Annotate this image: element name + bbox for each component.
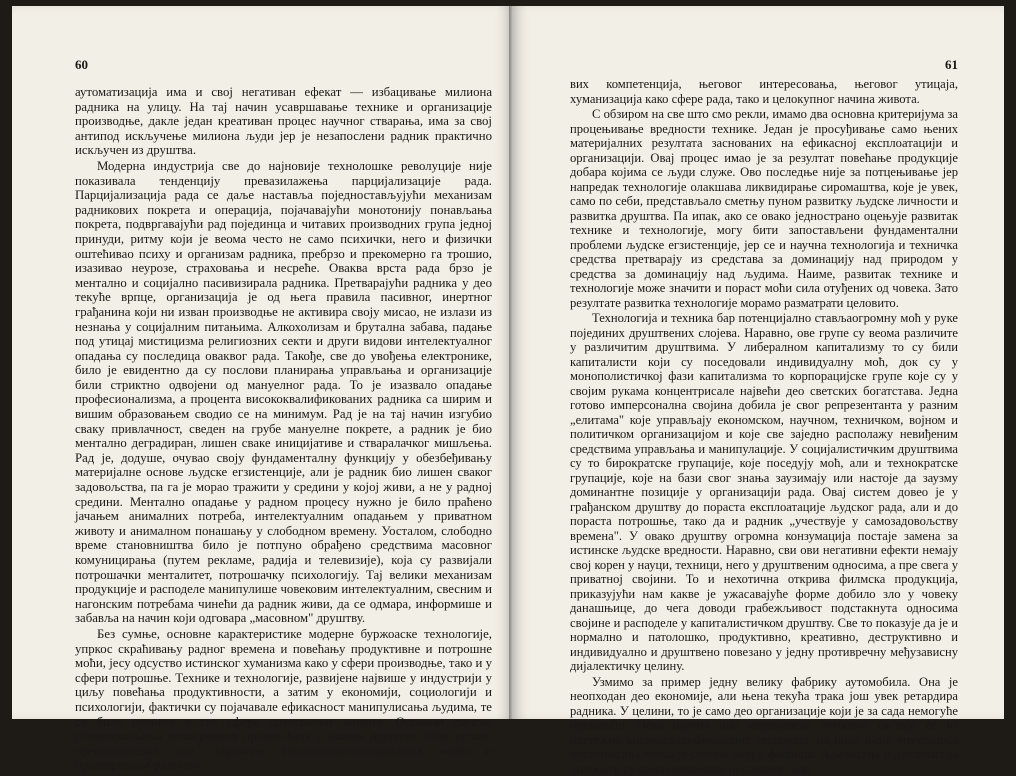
paragraph: Без сумње, основне карактеристике модерне буржоаске технологије, упркос скраћивању радног времена и повећању продуктивне и потрошне моћи, јесу одсуство истинског хуманизма како у сфери производње, тако и у сфери потрошње. Технике и технологије, развијене највише у индустрији у циљу повећања продуктивности, а затим у економији, социологији и психологији, фактички су појачавале ефикасност манипулисања људима, те су биле пренете у све сфере друштвеног живота. Основни смисао самоуправљања непосредних произвођача у нашем друштву јесте управо превазилажење ове пирамиде технолошко-технократске моћи и проширивање раднико- [75, 627, 492, 773]
paragraph: Узмимо за пример једну велику фабрику аутомобила. Она је неопходан део економије, али њена текућа трака још увек ретардира радника. У целини, то је само део организације који је за сада немогуће превазићи. Нека научна или медицинска установа састоји се из претежно висококвалификованих експерата, па ипак њена унутрашња организација веома је слична оној у фабрици. Аљенација и дуализација личности су само неминовне последице, али [570, 675, 958, 776]
paragraph: вих компетенција, његовог интересовања, његовог утицаја, хуманизација како сфере рада, тако и целокупног начина живота. [570, 77, 958, 106]
page-number: 60 [75, 57, 492, 73]
paragraph: Технологија и техника бар потенцијално стављаогромну моћ у руке појединих друштвених слојева. Наравно, ове групе су веома различите у различитим друштвима. У либералном капитализму то су били капиталисти који су поседовали индивидуалну моћ, док су у монополистичкој фази капитализма то корпорацијске групе које су у својим рукама концентрисале највећи део светских богатстава. Једна готово имперсонална својина добила је свог репрезентанта у разним „елитама" које управљају економском, научном, техничком, војном и политичком организацијом и које све заједно располажу невиђеним средствима управљања и манипулације. У социјалистичким друштвима су то бирократске групације, које поседују моћ, али и технократске групације, које на бази свог знања заузимају или настоје да заузму доминантне позиције у организацији рада. Овај систем довео је у грађанском друштву до пораста експлоатације људског рада, али и до пораста потрошње, тако да и радник „учествује у самозадовољству времена". У овако друштву огромна конзумација постаје замена за истинске људске вредности. Наравно, сви ови негативни ефекти немају свој корен у науци, техници, него у друштвеним односима, а пре свега у приватној својини. То и нехотична открива филмска продукција, приказујући нам какве је ужасавајуће форме добило зло у човеку данашњице, до чега доводи грабежљивост подстакнута односима својине и расподеле у капиталистичком друштву. Све то показује да је и нормално и патолошко, продуктивно, креативно, деструктивно и индивидуално и друштвено повезано у једну противречну међузависну дијалектичку целину. [570, 311, 958, 674]
right-page [512, 6, 1004, 719]
page-number: 61 [570, 57, 958, 73]
book-spread [12, 6, 1004, 719]
left-page [12, 6, 512, 719]
paragraph: Модерна индустрија све до најновије технолошке револуције није показивала тенденцију превазилажења парцијализације рада. Парцијализација рада се даље наставља поједностављујући механизам радникових покрета и операција, појачавајући монотонију понављања покрета, подвргавајући рад појединца и читавих производних група једној принуди, ритму који је веома често не само психички, него и физички оштећивао психу и организам радника, пребрзо и прекомерно га трошио, изазивао неурозе, страховања и несреће. Оваква врста рада брзо је ментално и социјално пасивизирала радника. Претварајући радника у део текуће врпце, организација је од њега правила пасивног, инертног грађанина који ни изван производње не активира своју мисао, не излази из незнања у социјалним питањима. Алкохолизам и брутална забава, падање под утицај мистицизма религиозних секти и други видови интелектуалног опадања су последица оваквог рада. Такође, све до увођења електронике, било је евидентно да су послови планирања управљања и организације били стриктно одвојени од мануелног рада. То је изазвало опадање професионализма, а процента висококвалификованих радника са ширим и вишим образовањем сводио се на минимум. Рад је на тај начин изгубио сваку привлачност, сведен на грубе мануелне покрете, а радник је био ментално деградиран, лишен сваке иницијативе и стваралачког мишљења. Рад је, додуше, очувао своју фундаменталну функцију у обезбеђивању материјалне основе људске егзистенције, али је радник био лишен сваког задовољства, па га је морао тражити у средини у којој живи, а не у радној средини. Ментално опадање у радном процесу нужно је било праћено јачањем анималних потреба, интелектуалним опадањем у приватном животу и анималном понашању у слободном времену. Уосталом, слободно време становништва било је потпуно обрађено средствима масовног комуницирања (путем рекламе, радија и телевизије), која су развијали потрошачки менталитет, потрошачку психологију. Тај велики механизам продукције и расподеле манипулише човековим интелектуалним, свесним и нагонским потребама чинећи да радник живи, да се одмара, информише и забавља на начин који одговара „масовном" друштву. [75, 159, 492, 626]
page-body-text [75, 85, 492, 773]
page-body-text [570, 77, 958, 776]
paragraph: аутоматизација има и свој негативан ефекат — избацивање милиона радника на улицу. На тај начин усавршавање технике и организације производње, дакле један креативан процес научног стварања, има за свој антипод искључење милиона људи јер је незапослени радник практично искључен из друштва. [75, 85, 492, 158]
paragraph: С обзиром на све што смо рекли, имамо два основна критеријума за процењивање вредности технике. Један је просуђивање само њених материјалних резултата заснованих на ефикасној експлоатацији и организацији. Овај процес имао је за резултат повећање продукције добара којима се људи служе. Ово последње није за потцењивање јер напредак технологије олакшава ликвидирање сиромаштва, које је увек, само по себи, представљало сметњу пуном развитку људске личности и развитка друштва. Па ипак, ако се овако једнострано оцењује развитак технике и технологије, могу бити запостављени фундаментални проблеми људске егзистенције, јер се и научна технологија и техничка средства претварају из средстава за доминацију над природом у средства за доминацију над људима. Наиме, развитак технике и технологије може значити и пораст моћи сила отуђених од човека. Зато резултате развитка технологије морамо разматрати целовито. [570, 107, 958, 310]
